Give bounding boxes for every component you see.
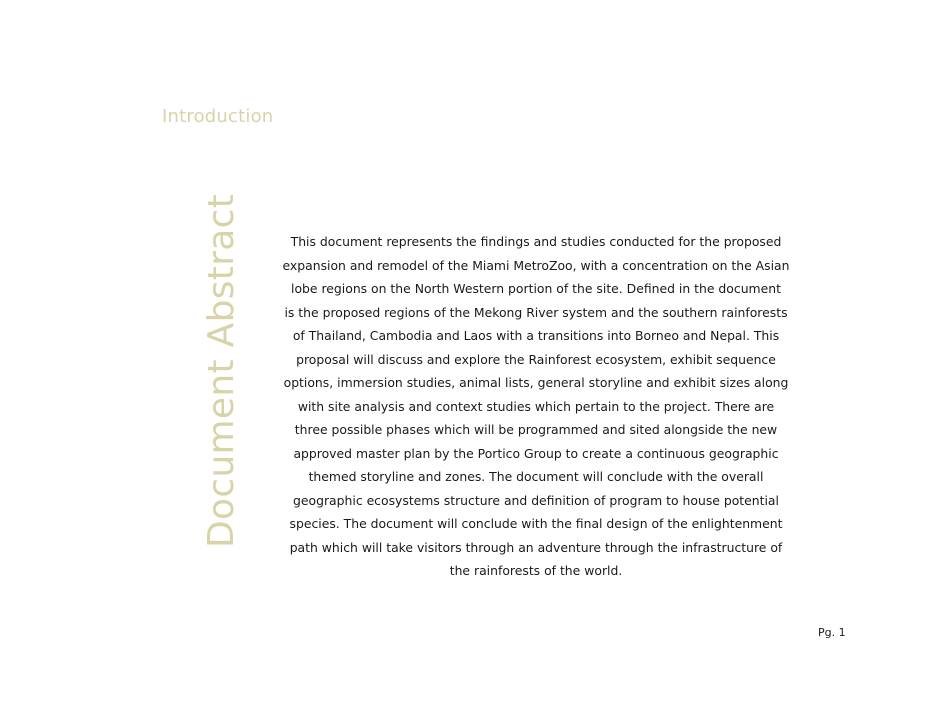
abstract-line: three possible phases which will be programmed and sited alongside the new (294, 422, 778, 437)
abstract-line: species. The document will conclude with the final design of the enlightenment (289, 516, 783, 531)
abstract-paragraph (262, 230, 810, 583)
section-title: Introduction (162, 106, 274, 127)
abstract-line: the rainforests of the world. (449, 563, 623, 578)
abstract-line: proposal will discuss and explore the Rainforest ecosystem, exhibit sequence (296, 351, 776, 367)
abstract-line: geographic ecosystems structure and definition of program to house potential (293, 492, 779, 508)
abstract-line: of Thailand, Cambodia and Laos with a transitions into Borneo and Nepal. This (292, 328, 780, 343)
abstract-line: This document represents the findings and studies conducted for the proposed (290, 234, 782, 249)
abstract-line: with site analysis and context studies which pertain to the project. There are (297, 398, 775, 414)
abstract-line: path which will take visitors through an adventure through the infrastructure of (289, 539, 783, 555)
page-number: Pg. 1 (818, 626, 846, 639)
abstract-line: themed storyline and zones. The document will conclude with the overall (308, 469, 764, 484)
abstract-line: options, immersion studies, animal lists, general storyline and exhibit sizes along (283, 375, 789, 390)
abstract-line: is the proposed regions of the Mekong River system and the southern rainforests (284, 304, 788, 320)
abstract-line: lobe regions on the North Western portion of the site. Defined in the document (291, 281, 781, 296)
abstract-line: approved master plan by the Portico Group to create a continuous geographic (293, 445, 779, 461)
abstract-line: expansion and remodel of the Miami MetroZoo, with a concentration on the Asian (282, 257, 790, 273)
vertical-title: Document Abstract (201, 193, 242, 548)
